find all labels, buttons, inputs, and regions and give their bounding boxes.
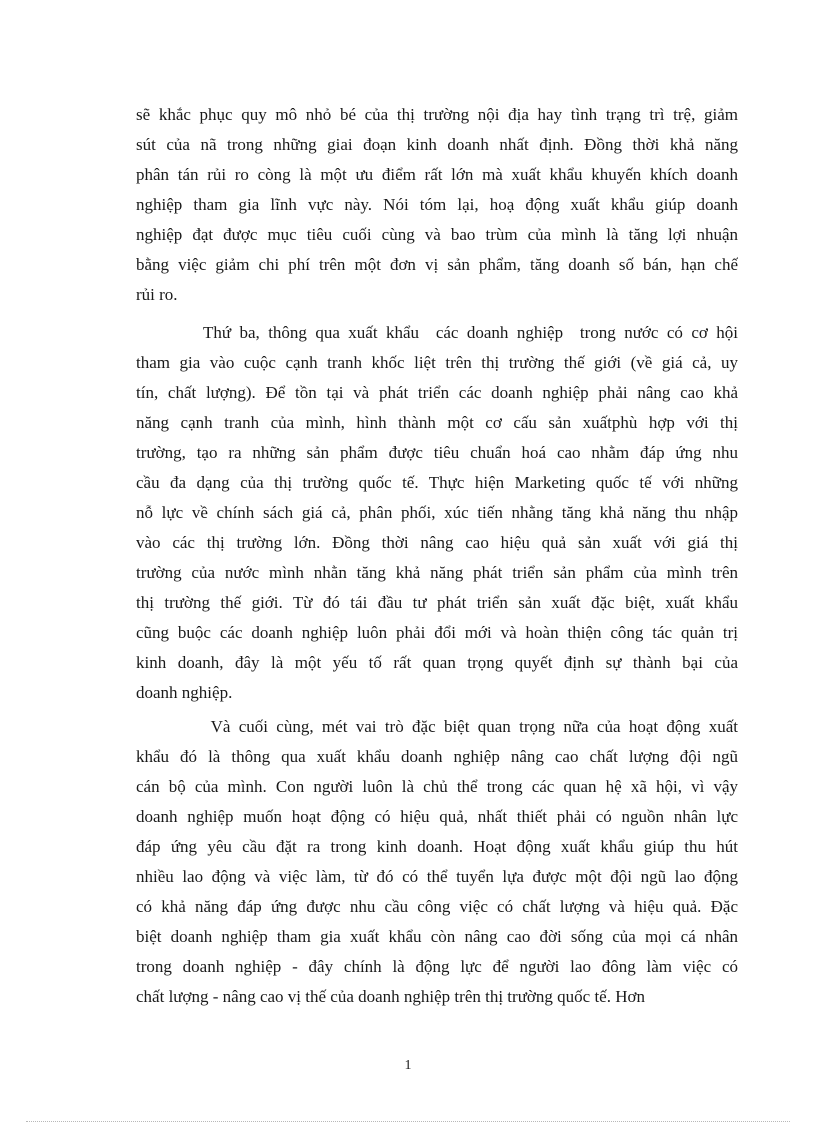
text-line: trường của nước mình nhằn tăng khả năng phát triển sản phẩm của mình trên <box>136 563 738 582</box>
text-line: nghiệp tham gia lĩnh vực này. Nói tóm lại, hoạ động xuất khẩu giúp doanh <box>136 195 738 214</box>
text-line: thị trường thế giới. Từ đó tái đầu tư phát triển sản xuất đặc biệt, xuất khẩu <box>136 593 738 612</box>
text-line: Thứ ba, thông qua xuất khẩu các doanh nghiệp trong nước có cơ hội <box>136 323 738 342</box>
text-line: tham gia vào cuộc cạnh tranh khốc liệt trên thị trường thế giới (về giá cả, uy <box>136 353 738 372</box>
text-line: tín, chất lượng). Để tồn tại và phát triển các doanh nghiệp phải nâng cao khả <box>136 383 738 402</box>
text-line: cũng buộc các doanh nghiệp luôn phải đổi mới và hoàn thiện công tác quản trị <box>136 623 738 642</box>
text-line: doanh nghiệp muốn hoạt động có hiệu quả, nhất thiết phải có nguồn nhân lực <box>136 807 738 826</box>
text-line: kinh doanh, đây là một yếu tố rất quan trọng quyết định sự thành bại của <box>136 653 738 672</box>
text-line: doanh nghiệp. <box>136 683 233 702</box>
text-line: trong doanh nghiệp - đây chính là động lực để người lao đông làm việc có <box>136 957 738 976</box>
page-break-divider <box>26 1121 790 1122</box>
text-line: đáp ứng yêu cầu đặt ra trong kinh doanh. Hoạt động xuất khẩu giúp thu hút <box>136 837 738 856</box>
paragraph-3 <box>136 715 738 1015</box>
paragraph-2 <box>136 321 738 711</box>
text-line: có khả năng đáp ứng được nhu cầu công việc có chất lượng và hiệu quả. Đặc <box>136 897 738 916</box>
text-line: bằng việc giảm chi phí trên một đơn vị sản phẩm, tăng doanh số bán, hạn chế <box>136 255 738 274</box>
text-line: Và cuối cùng, mét vai trò đặc biệt quan trọng nữa của hoạt động xuất <box>136 717 738 736</box>
text-line: năng cạnh tranh của mình, hình thành một cơ cấu sản xuấtphù hợp với thị <box>136 413 738 432</box>
text-line: sẽ khắc phục quy mô nhỏ bé của thị trường nội địa hay tình trạng trì trệ, giảm <box>136 105 738 124</box>
paragraph-1 <box>136 103 738 313</box>
text-line: rủi ro. <box>136 285 178 304</box>
text-line: cán bộ của mình. Con người luôn là chủ thể trong các quan hệ xã hội, vì vậy <box>136 777 738 796</box>
text-line: cầu đa dạng của thị trường quốc tế. Thực hiện Marketing quốc tế với những <box>136 473 738 492</box>
text-line: biệt doanh nghiệp tham gia xuất khẩu còn nâng cao đời sống của mọi cá nhân <box>136 927 738 946</box>
text-line: nhiều lao động và việc làm, từ đó có thể tuyển lựa được một đội ngũ lao động <box>136 867 738 886</box>
text-line: nghiệp đạt được mục tiêu cuối cùng và bao trùm của mình là tăng lợi nhuận <box>136 225 738 244</box>
text-line: khẩu đó là thông qua xuất khẩu doanh nghiệp nâng cao chất lượng đội ngũ <box>136 747 738 766</box>
text-line: chất lượng - nâng cao vị thế của doanh nghiệp trên thị trường quốc tế. Hơn <box>136 987 645 1006</box>
text-line: trường, tạo ra những sản phẩm được tiêu chuẩn hoá cao nhằm đáp ứng nhu <box>136 443 738 462</box>
text-line: vào các thị trường lớn. Đồng thời nâng cao hiệu quả sản xuất với giá thị <box>136 533 738 552</box>
text-line: nỗ lực về chính sách giá cả, phân phối, xúc tiến nhằng tăng khả năng thu nhập <box>136 503 738 522</box>
text-line: phân tán rủi ro còng là một ưu điểm rất lớn mà xuất khẩu khuyến khích doanh <box>136 165 738 184</box>
page-number: 1 <box>404 1058 412 1073</box>
text-line: sút của nã trong những giai đoạn kinh doanh nhất định. Đồng thời khả năng <box>136 135 738 154</box>
